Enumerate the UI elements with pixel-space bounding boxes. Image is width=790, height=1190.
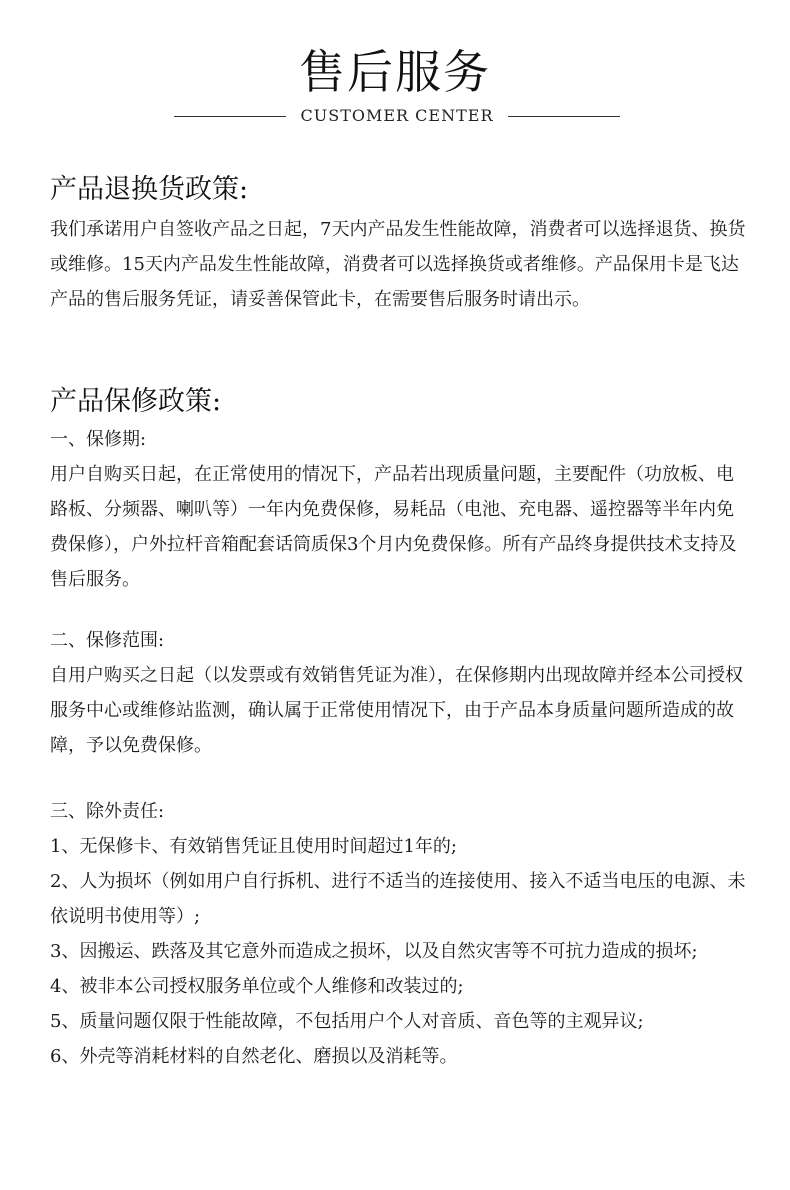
list-item: 6、外壳等消耗材料的自然老化、磨损以及消耗等。 xyxy=(50,1046,458,1067)
warranty-period-title: 一、保修期: xyxy=(50,429,147,450)
subtitle-divider-left xyxy=(174,116,286,117)
warranty-scope-body: 自用户购买之日起（以发票或有效销售凭证为准），在保修期内出现故障并经本公司授权服务中心或维修站监测，确认属于正常使用情况下，由于产品本身质量问题所造成的故障，予以免费保修。 xyxy=(50,665,743,756)
list-item: 3、因搬运、跌落及其它意外而造成之损坏，以及自然灾害等不可抗力造成的损坏; xyxy=(50,941,698,962)
return-policy-body: 我们承诺用户自签收产品之日起，7天内产品发生性能故障，消费者可以选择退货、换货或维修。15天内产品发生性能故障，消费者可以选择换货或者维修。产品保用卡是飞达产品的售后服务凭证，请妥善保管此卡，在需要售后服务时请出示。 xyxy=(50,219,746,310)
list-item: 5、质量问题仅限于性能故障，不包括用户个人对音质、音色等的主观异议; xyxy=(50,1011,644,1032)
subtitle-divider-right xyxy=(508,116,620,117)
exclusions-list xyxy=(50,829,750,1074)
list-item: 1、无保修卡、有效销售凭证且使用时间超过1年的; xyxy=(50,836,457,857)
subtitle-row xyxy=(0,104,790,128)
list-item: 4、被非本公司授权服务单位或个人维修和改装过的; xyxy=(50,976,464,997)
warranty-period-body: 用户自购买日起，在正常使用的情况下，产品若出现质量问题，主要配件（功放板、电路板、分频器、喇叭等）一年内免费保修，易耗品（电池、充电器、遥控器等半年内免费保修），户外拉杆音箱配套话筒质保3个月内免费保修。所有产品终身提供技术支持及售后服务。 xyxy=(50,464,737,590)
page-subtitle: CUSTOMER CENTER xyxy=(300,106,494,125)
list-item: 2、人为损坏（例如用户自行拆机、进行不适当的连接使用、接入不适当电压的电源、未依说明书使用等）; xyxy=(50,871,746,927)
return-policy-heading: 产品退换货政策: xyxy=(50,174,249,205)
page-title: 售后服务 xyxy=(299,45,491,99)
exclusions-title: 三、除外责任: xyxy=(50,801,165,822)
warranty-scope-title: 二、保修范围: xyxy=(50,630,165,651)
warranty-policy-heading: 产品保修政策: xyxy=(50,386,222,417)
